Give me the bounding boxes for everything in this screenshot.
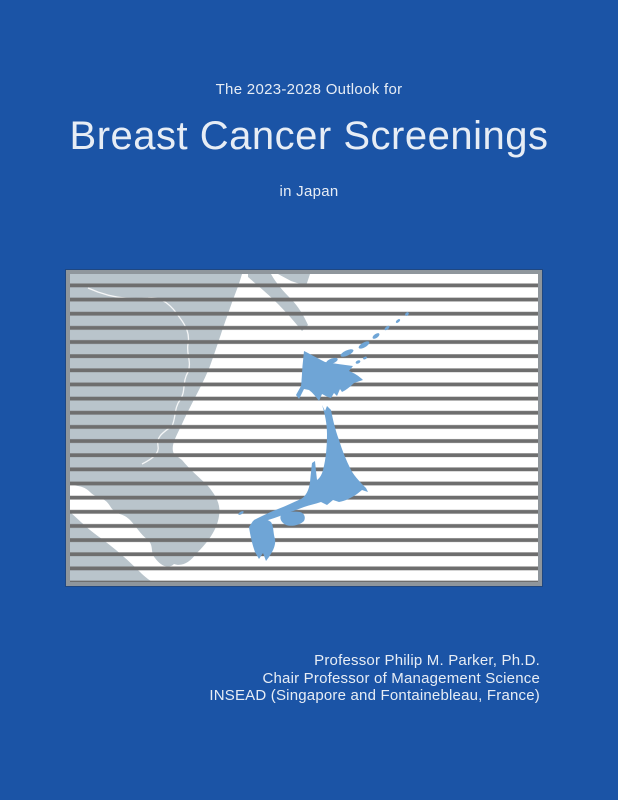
book-title: Breast Cancer Screenings xyxy=(69,114,549,158)
author-block xyxy=(209,652,540,705)
author-role: Chair Professor of Management Science xyxy=(262,669,540,687)
author-name: Professor Philip M. Parker, Ph.D. xyxy=(314,652,540,669)
map-panel xyxy=(66,270,542,586)
author-affiliation: INSEAD (Singapore and Fontainebleau, France) xyxy=(209,687,540,704)
series-kicker: The 2023-2028 Outlook for xyxy=(215,81,403,98)
blind-stripes-overlay xyxy=(70,274,538,582)
japan-map-graphic xyxy=(70,274,538,582)
region-subtitle: in Japan xyxy=(279,183,339,200)
